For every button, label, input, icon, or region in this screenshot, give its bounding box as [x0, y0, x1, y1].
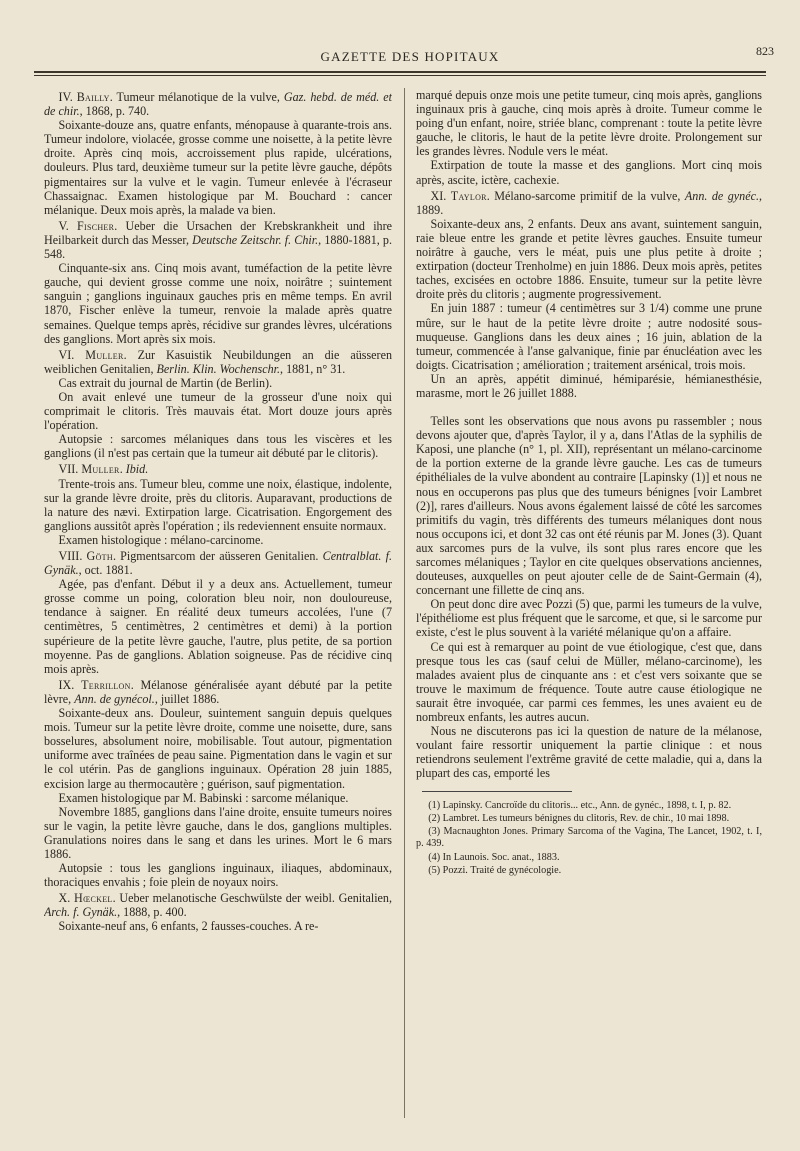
body-paragraph: Nous ne discuterons pas ici la question de nature de la mélanose, voulant faire ressortir uniquement la partie clinique : et nous retiendrons seulement l'extrême gravité de cette maladie, qui a, dans la plupart des cas, emporté les — [416, 724, 762, 781]
body-paragraph: Autopsie : sarcomes mélaniques dans tous les viscères et les ganglions (il n'est pas certain que la tumeur ait débuté par le clitoris). — [44, 432, 392, 461]
entry-author: Muller — [81, 462, 120, 477]
entry-author: Göth — [86, 549, 113, 563]
body-paragraph: Ce qui est à remarquer au point de vue étiologique, c'est que, dans presque tous les cas (sauf celui de Müller, mélano-carcinome), les malades avaient plus de cinquante ans : et c'est vers soixante que se trouve le maximum de fréquence. Toute autre cause étiologique ne saurait être invoquée, car parmi ces femmes, les unes avaient eu de nombreux enfants, les autres aucun. — [416, 639, 762, 725]
body-paragraph: Examen histologique par M. Babinski : sarcome mélanique. — [58, 790, 349, 805]
entry-title: . Ueber melanotische Geschwülste der weibl. Genitalien, — [112, 891, 392, 906]
bibliographic-entry — [44, 891, 392, 919]
entry-title: . Tumeur mélanotique de la vulve, — [109, 90, 284, 104]
footnote: (1) Lapinsky. Cancroïde du clitoris... etc., Ann. de gynéc., 1898, t. I, p. 82. — [428, 799, 732, 811]
entry-number: VI. — [58, 347, 86, 362]
entry-reference: , 1880-1881, p. 548. — [44, 232, 392, 262]
entry-title: . Zur Kasuistik Neubildungen an die aüsseren weiblichen Genitalien, — [44, 347, 392, 376]
left-column — [44, 88, 392, 1128]
entry-number: V. — [58, 218, 77, 233]
section-gap — [416, 400, 762, 414]
footnote-rule — [422, 791, 572, 792]
entry-source: Arch. f. Gynäk. — [44, 905, 118, 920]
body-paragraph: Telles sont les observations que nous avons pu rassembler ; nous devons ajouter que, d'après Taylor, il y a, dans l'Atlas de la syphilis de Kaposi, une planche (n° 1, pl. XII), représentant un mélano-carcinome de la portion externe de la grande lèvre gauche. Les cas de tumeurs épithéliales de la vulve abondent au contraire [Lapinsky (1)] et nous ne nous en occuperons pas plus que des tumeurs bénignes [voir Lambret (2)], rares d'ailleurs. Nous avons également laissé de côté les sarcomes primitifs du vagin, très différents des tumeurs mélaniques dont nous nous occupons ici, et dont 32 cas ont été réunis par M. Jones (3). Quant aux sarcomes purs de la vulve, ils sont plus rares encore que les sarcomes mélaniques ; Taylor en cite quelques observations anciennes, douteuses, auxquelles on peut ajouter celle de de Saint-Germain (4), concernant une fillette de cinq ans. — [416, 414, 762, 598]
entry-author: Muller — [85, 347, 124, 362]
entry-reference: , 1881, n° 31. — [280, 361, 346, 376]
entry-author: Taylor — [450, 188, 487, 203]
header-rule — [34, 71, 766, 76]
bibliographic-entry — [44, 90, 392, 118]
entry-source: Ibid. — [125, 462, 149, 477]
entry-source: Deutsche Zeitschr. f. Chir. — [192, 232, 319, 247]
bibliographic-entry — [44, 549, 392, 577]
entry-source: Ann. de gynéc. — [684, 188, 759, 203]
body-paragraph: En juin 1887 : tumeur (4 centimètres sur 3 1/4) comme une prune mûre, sur le haut de la petite lèvre droite ; autre nodosité sous-muqueuse. Ganglions dans les deux aines ; 16 juin, ablation de la tumeur, commencée à l'anse galvanique, finie par énucléation avec les doigts. Cicatrisation ; amélioration ; traitement arsénical, trois mois. — [416, 301, 762, 372]
body-paragraph: Trente-trois ans. Tumeur bleu, comme une noix, élastique, indolente, sur la grande lèvre droite, près du clitoris. Auparavant, productions de la nature des nævi. Extirpation large. Cicatrisation. Engorgement des ganglions aussitôt après l'opération ; ils redeviennent ensuite normaux. — [44, 476, 392, 533]
bibliographic-entry — [44, 678, 392, 706]
body-paragraph: Extirpation de toute la masse et des ganglions. Mort cinq mois après, ascite, ictère, cachexie. — [416, 158, 762, 187]
right-column — [416, 88, 762, 1128]
running-title: GAZETTE DES HOPITAUX — [320, 49, 500, 64]
entry-number: X. — [58, 891, 75, 906]
footnotes — [416, 800, 762, 878]
body-paragraph: Novembre 1885, ganglions dans l'aine droite, ensuite tumeurs noires sur le vagin, la petite lèvre gauche, dans le dos, ganglions multiples. Granulations noires dans le sang et dans les urines. Mort le 6 mars 1886. — [44, 804, 392, 861]
entry-reference: , 1888, p. 400. — [117, 905, 187, 920]
entry-title: . Mélanose généralisée ayant débuté par la petite lèvre, — [44, 677, 392, 706]
page-number: 823 — [756, 44, 774, 58]
right-paragraphs — [416, 88, 762, 781]
entry-title: . Pigmentsarcom der aüsseren Genitalien. — [112, 549, 323, 563]
entry-reference: , juillet 1886. — [154, 691, 220, 706]
body-paragraph: Soixante-neuf ans, 6 enfants, 2 fausses-couches. A re- — [58, 919, 319, 934]
footnote: (4) In Launois. Soc. anat., 1883. — [428, 851, 560, 863]
entry-number: IX. — [58, 677, 82, 692]
entry-title: . Mélano-sarcome primitif de la vulve, — [486, 188, 685, 203]
entry-reference: , 1868, p. 740. — [79, 104, 150, 119]
entry-number: XI. — [430, 188, 451, 203]
body-paragraph: On peut donc dire avec Pozzi (5) que, parmi les tumeurs de la vulve, l'épithéliome est plus fréquent que le sarcome, et que, si le sarcome pur existe, c'est le plus souvent à la variété mélanique qu'on a affaire. — [416, 597, 762, 640]
page-header — [30, 44, 790, 68]
entry-reference: , oct. 1881. — [78, 563, 133, 578]
body-paragraph: Soixante-deux ans, 2 enfants. Deux ans avant, suintement sanguin, raie bleue entre les grande et petite lèvres gauches. Ensuite tumeur noirâtre à gauche, vers le méat, puis une plus petite à droite ; extirpation (docteur Trenholme) en juin 1886. Deux mois après, petites taches, excisées en octobre 1886. Ensuite, tumeur sur la petite lèvre droite près du clitoris ; augmente progressivement. — [416, 216, 762, 302]
entry-author: Hœckel — [74, 891, 113, 906]
entry-author: Bailly — [76, 90, 110, 104]
body-paragraph: marqué depuis onze mois une petite tumeur, cinq mois après, ganglions inguinaux pris à gauche, cinq mois après à droite. Tumeur comme le poing d'un enfant, noire, striée blanc, comprenant : toute la petite lèvre gauche, le clitoris, le haut de la petite lèvre droite. Prolongement sur les grandes lèvres. Nodule vers le méat. — [416, 88, 762, 159]
entry-source: Centralblat. f. Gynäk. — [44, 549, 392, 578]
footnote: (3) Macnaughton Jones. Primary Sarcoma of the Vagina, The Lancet, 1902, t. I, p. 439. — [416, 826, 762, 850]
entry-source: Ann. de gynécol. — [74, 691, 155, 706]
bibliographic-entry — [416, 189, 762, 217]
entry-title: . — [119, 462, 126, 477]
bibliographic-entry — [44, 348, 392, 376]
body-paragraph: Agée, pas d'enfant. Début il y a deux ans. Actuellement, tumeur grosse comme un poing, coloration bleu noir, non douloureuse, tendance à saigner. En réalité deux tumeurs accolées, l'une (7 centimètres, 5 centimètres, 2 centimètres et demi) à la portion supérieure de la petite lèvre gauche, l'autre, plus petite, de sa portion moyenne. Pas de ganglions. Ablation soigneuse. Pas de récidive cinq mois après. — [44, 577, 392, 676]
entry-number: IV. — [58, 90, 77, 104]
bibliographic-entry — [44, 219, 392, 261]
column-divider — [404, 88, 405, 1118]
entry-title: . Ueber die Ursachen der Krebskrankheit und ihre Heilbarkeit durch das Messer, — [44, 218, 392, 247]
body-paragraph: Soixante-deux ans. Douleur, suintement sanguin depuis quelques mois. Tumeur sur la petite lèvre droite, comme une noisette, dure, sans bosselures, absolument noire, mobilisable. Tout autour, pigmentation uniforme avec traînées de peau saine. Pigmentation dans le vagin et sur le col utérin. Pas de ganglions inguinaux. Opération 28 juin 1885, excision large au thermocautère ; guérison, sauf pigmentation. — [44, 706, 392, 791]
entry-number: VII. — [58, 462, 82, 477]
body-paragraph: Soixante-douze ans, quatre enfants, ménopause à quarante-trois ans. Tumeur indolore, violacée, grosse comme une noisette, à la petite lèvre droite. Après cinq mois, accroissement plus rapide, ulcérations, douleurs. Plus tard, deuxième tumeur sur la petite lèvre gauche, dépôts pigmentaires sur la vulve et le vagin. Tumeur enlevée à l'écraseur Chassaignac. Examen histologique par M. Bouchard : cancer mélanique. Deux mois après, la malade va bien. — [44, 118, 392, 217]
entry-reference: , 1889. — [416, 188, 762, 217]
entry-number: VIII. — [58, 549, 87, 563]
footnote: (2) Lambret. Les tumeurs bénignes du clitoris, Rev. de chir., 10 mai 1898. — [428, 812, 730, 824]
bibliographic-entry — [44, 462, 392, 476]
entry-author: Terrillon — [81, 677, 131, 692]
body-paragraph: On avait enlevé une tumeur de la grosseur d'une noix qui comprimait le clitoris. Très mauvais état. Mort douze jours après l'opération. — [44, 389, 392, 433]
body-paragraph: Autopsie : tous les ganglions inguinaux, iliaques, abdominaux, thoraciques envahis ; foie plein de noyaux noirs. — [44, 861, 392, 890]
body-paragraph: Un an après, appétit diminué, hémiparésie, hémianesthésie, marasme, mort le 26 juillet 1888. — [416, 371, 762, 400]
entry-source: Gaz. hebd. de méd. et de chir. — [44, 90, 392, 119]
body-paragraph: Cinquante-six ans. Cinq mois avant, tuméfaction de la petite lèvre gauche, qui devient grosse comme une noix, noirâtre ; suintement sanguin ; ganglions inguinaux gauches pris en même temps. En avril 1870, Fischer enlève la tumeur, renvoie la malade après quatre semaines. Quelque temps après, récidive sur grandes lèvres, ulcérations des ganglions. Mort après six mois. — [44, 261, 392, 346]
body-paragraph: Examen histologique : mélano-carcinome. — [58, 532, 264, 547]
footnote: (5) Pozzi. Traité de gynécologie. — [428, 864, 562, 876]
entry-source: Berlin. Klin. Wochenschr. — [156, 361, 281, 376]
entry-author: Fischer — [76, 218, 115, 233]
body-paragraph: Cas extrait du journal de Martin (de Berlin). — [58, 375, 273, 390]
